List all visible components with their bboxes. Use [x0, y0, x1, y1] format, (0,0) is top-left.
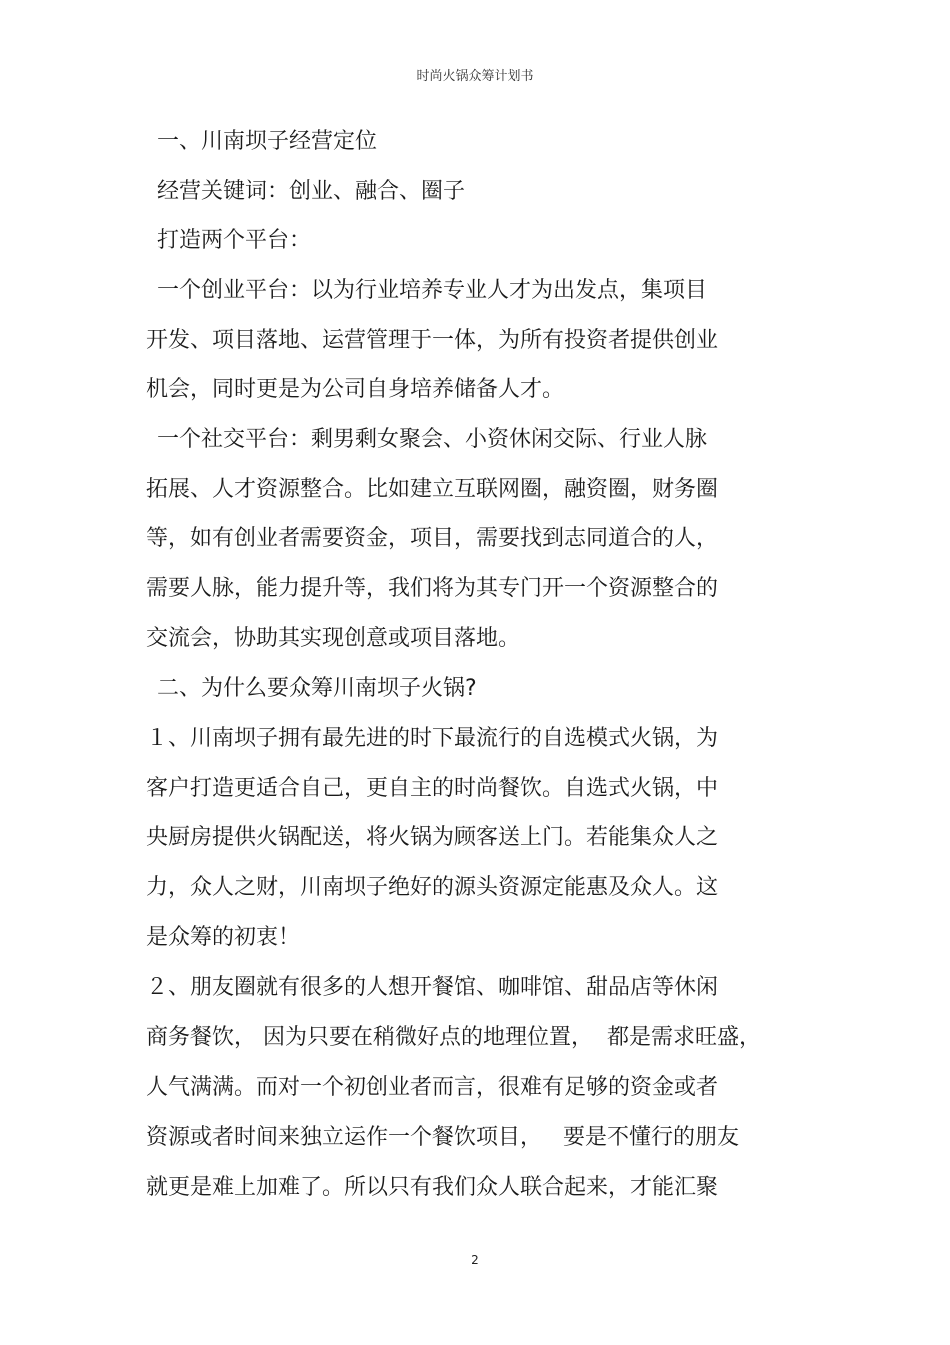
paragraph-line: 机会，同时更是为公司自身培养储备人才。: [146, 377, 565, 402]
paragraph-line: 一个社交平台：剩男剩女聚会、小资休闲交际、行业人脉: [157, 427, 708, 452]
section-heading: 一、川南坝子经营定位: [157, 129, 378, 154]
paragraph-line: ２、朋友圈就有很多的人想开餐馆、咖啡馆、甜品店等休闲: [146, 975, 719, 1000]
paragraph-line: 开发、项目落地、运营管理于一体，为所有投资者提供创业: [146, 328, 719, 353]
paragraph-line: 等，如有创业者需要资金，项目，需要找到志同道合的人，: [146, 526, 719, 551]
paragraph-line: 打造两个平台：: [157, 228, 312, 253]
paragraph-line: 客户打造更适合自己，更自主的时尚餐饮。自选式火锅，中: [146, 776, 719, 801]
paragraph-line: 央厨房提供火锅配送，将火锅为顾客送上门。若能集众人之: [146, 825, 719, 850]
paragraph-line: 拓展、人才资源整合。比如建立互联网圈，融资圈，财务圈: [146, 477, 719, 502]
paragraph-line: 需要人脉，能力提升等，我们将为其专门开一个资源整合的: [146, 576, 719, 601]
paragraph-line: 人气满满。而对一个初创业者而言，很难有足够的资金或者: [146, 1075, 719, 1100]
paragraph-line: 是众筹的初衷！: [146, 925, 301, 950]
section-heading: 二、为什么要众筹川南坝子火锅?: [157, 676, 477, 701]
paragraph-line: 经营关键词：创业、融合、圈子: [157, 179, 466, 204]
paragraph-line: 就更是难上加难了。所以只有我们众人联合起来，才能汇聚: [146, 1175, 719, 1200]
paragraph-line: 资源或者时间来独立运作一个餐饮项目， 要是不懂行的朋友: [146, 1125, 739, 1150]
paragraph-line: 一个创业平台：以为行业培养专业人才为出发点，集项目: [157, 278, 708, 303]
paragraph-line: １、川南坝子拥有最先进的时下最流行的自选模式火锅，为: [146, 726, 719, 751]
page-header: 时尚火锅众筹计划书: [416, 69, 534, 84]
paragraph-line: 交流会，协助其实现创意或项目落地。: [146, 626, 521, 651]
paragraph-line: 力，众人之财，川南坝子绝好的源头资源定能惠及众人。这: [146, 875, 719, 900]
page-number: 2: [471, 1253, 479, 1267]
paragraph-line: 商务餐饮， 因为只要在稍微好点的地理位置， 都是需求旺盛，: [146, 1025, 761, 1050]
